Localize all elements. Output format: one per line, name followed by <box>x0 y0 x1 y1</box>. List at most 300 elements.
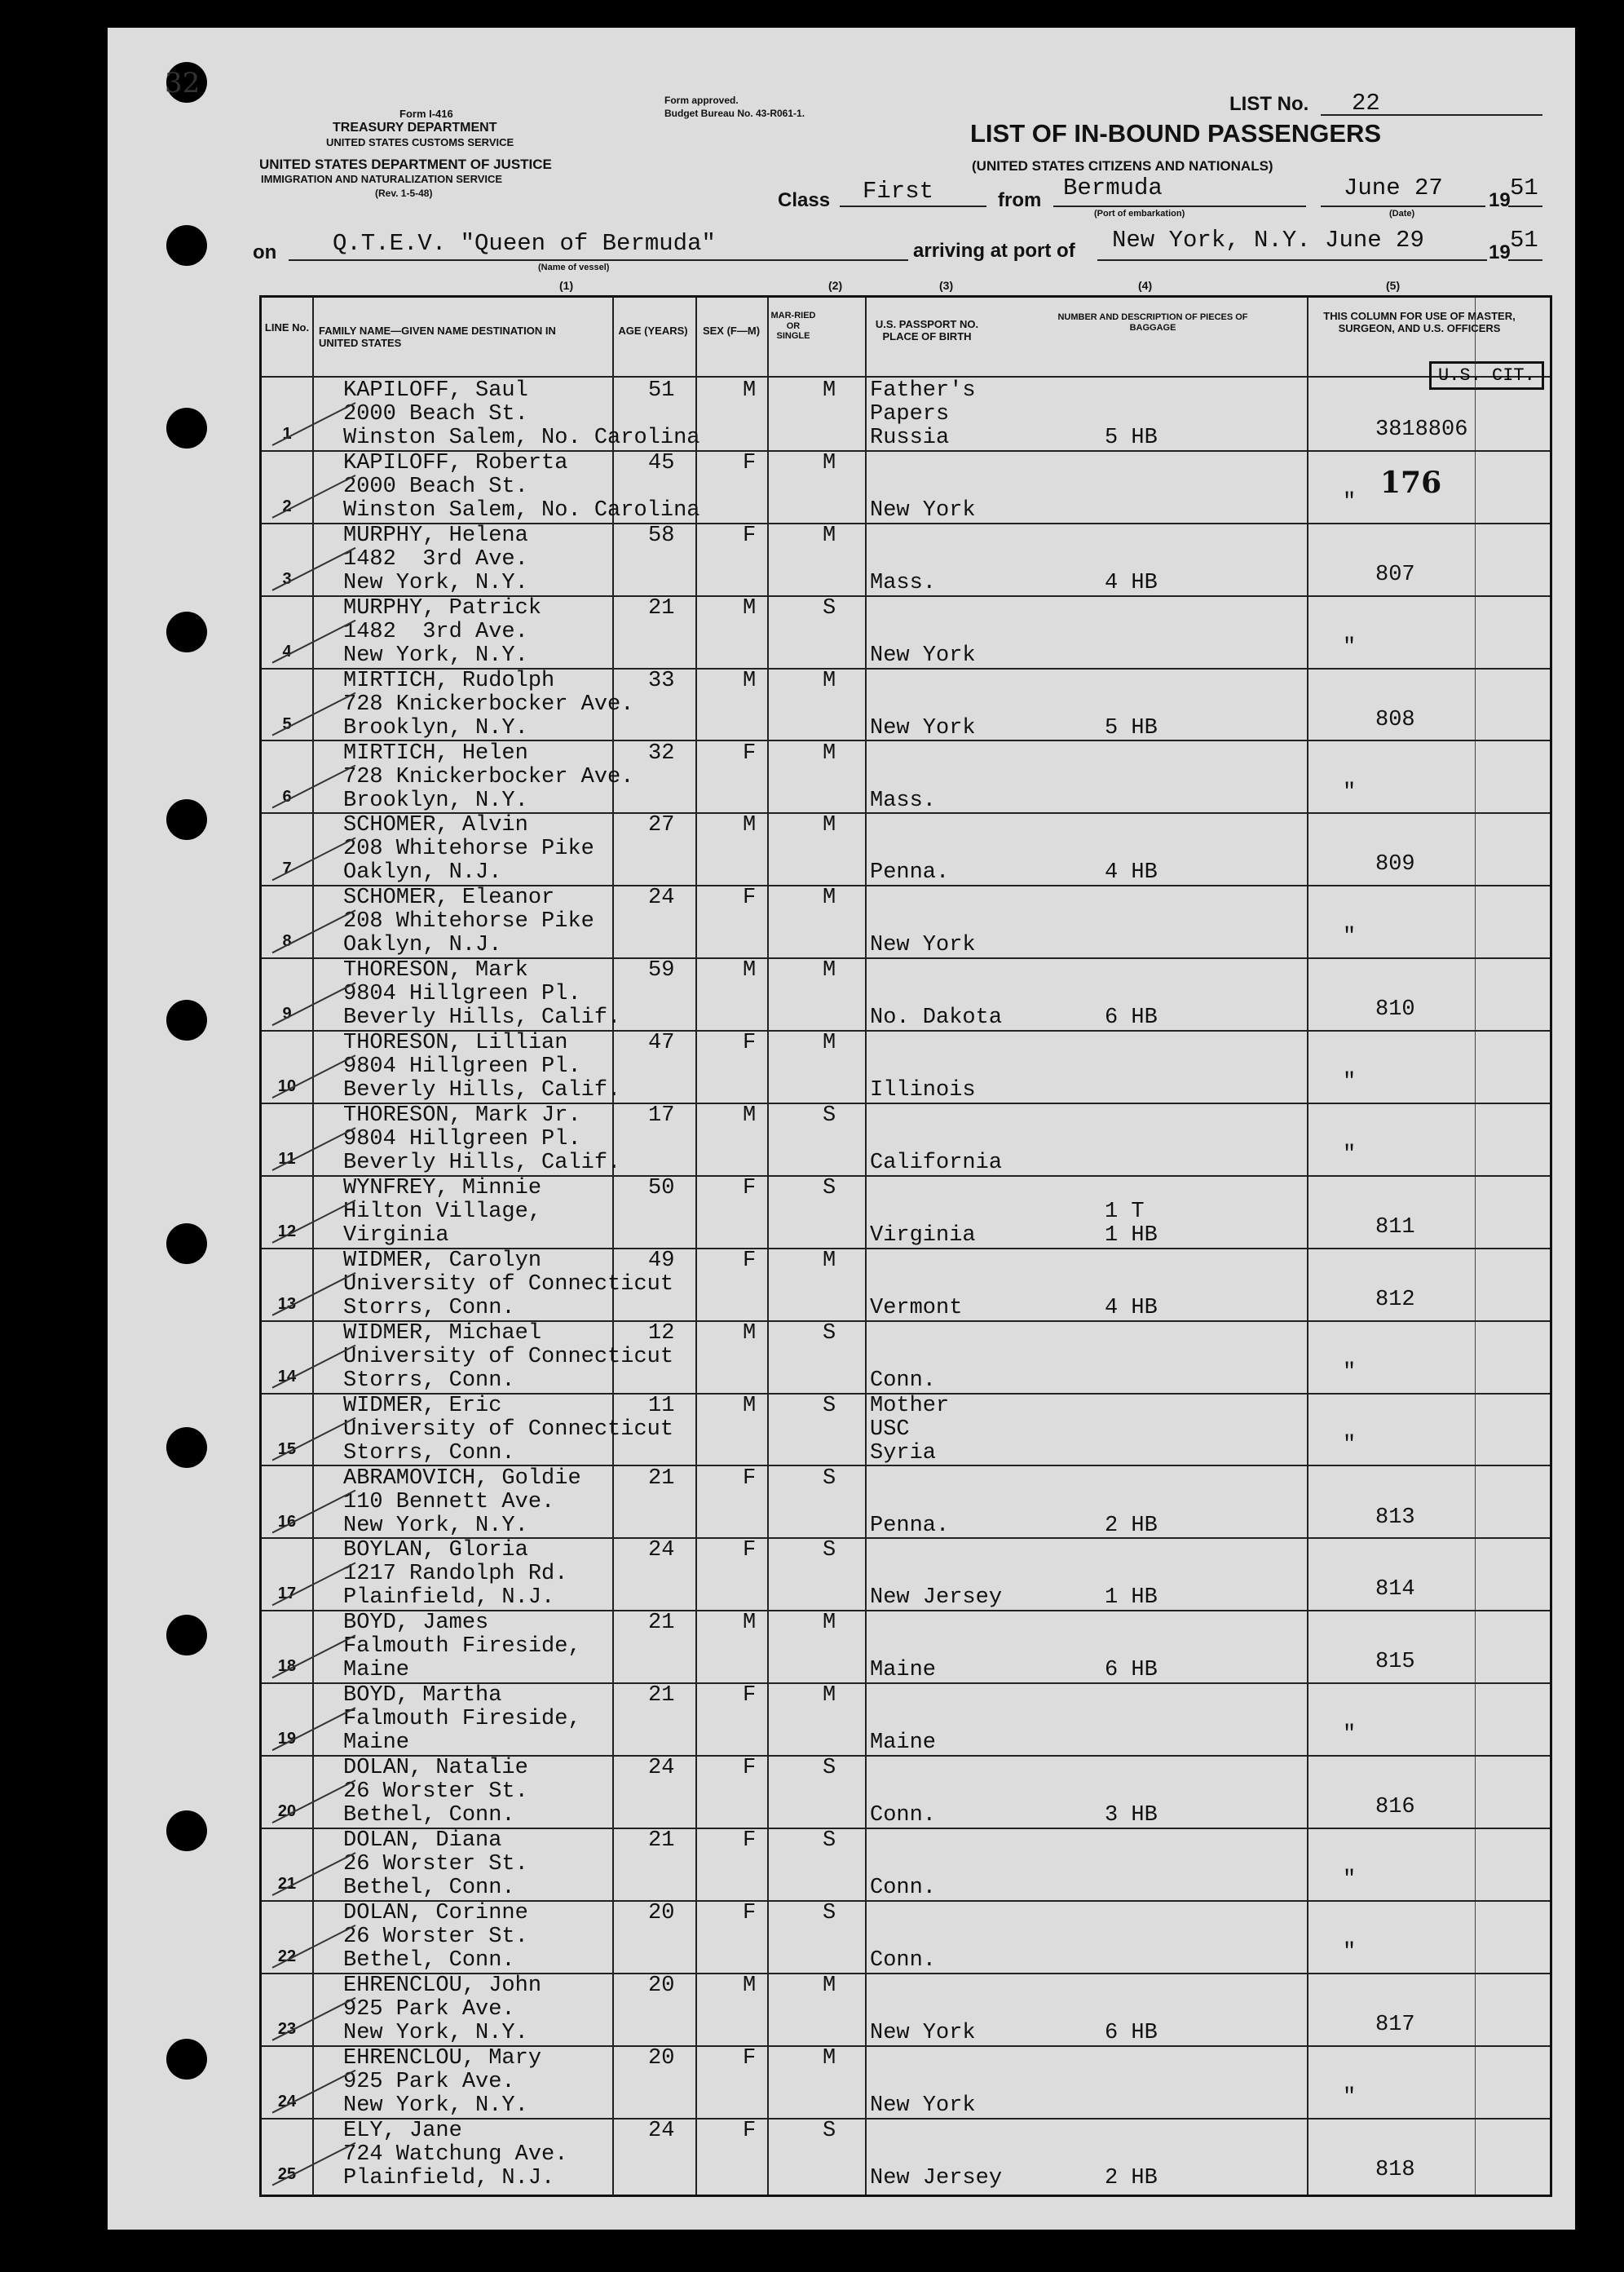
passenger-name: MURPHY, Helena <box>343 523 528 548</box>
passenger-sex: F <box>743 450 757 475</box>
passenger-address-1: University of Connecticut <box>343 1344 674 1369</box>
passenger-address-2: Bethel, Conn. <box>343 1876 515 1900</box>
officer-number: " <box>1343 1359 1357 1385</box>
marital-status: S <box>823 1465 836 1491</box>
passenger-address-1: Falmouth Fireside, <box>343 1634 581 1660</box>
justice-dept: UNITED STATES DEPARTMENT OF JUSTICE <box>259 157 552 172</box>
marital-status: M <box>823 958 836 984</box>
passenger-age: 17 <box>648 1103 675 1128</box>
table-row <box>262 1175 1550 1248</box>
officer-number: " <box>1343 780 1357 805</box>
depart-date: June 27 <box>1344 175 1443 201</box>
arrival-year-line <box>1508 259 1542 261</box>
row-line-number: 9 <box>282 1005 292 1023</box>
table-row <box>262 740 1550 813</box>
passenger-address-1: 1482 3rd Ave. <box>343 619 528 644</box>
passenger-sex: M <box>743 1103 757 1128</box>
place-of-birth: New Jersey <box>870 1585 1003 1611</box>
passenger-address-1: 724 Watchung Ave. <box>343 2142 568 2167</box>
passenger-sex: M <box>743 1611 757 1636</box>
passenger-age: 20 <box>648 1973 675 1998</box>
officer-number: 808 <box>1375 707 1415 732</box>
col-header-baggage: NUMBER AND DESCRIPTION OF PIECES OF BAGGAGE <box>1057 312 1248 333</box>
passenger-address-1: 925 Park Ave. <box>343 2069 515 2094</box>
passenger-sex: M <box>743 668 757 693</box>
passenger-name: DOLAN, Diana <box>343 1828 502 1853</box>
place-of-birth: New Jersey <box>870 2165 1003 2190</box>
place-of-birth: California <box>870 1151 1003 1175</box>
punch-hole <box>166 2039 207 2080</box>
col-header-age: AGE (YEARS) <box>618 325 688 337</box>
table-row <box>262 1103 1550 1175</box>
passenger-address-2: New York, N.Y. <box>343 643 528 668</box>
passenger-address-2: Winston Salem, No. Carolina <box>343 497 700 523</box>
passenger-address-2: New York, N.Y. <box>343 2093 528 2118</box>
punch-hole <box>166 1615 207 1655</box>
passenger-age: 24 <box>648 1756 675 1781</box>
passenger-sex: M <box>743 378 757 403</box>
budget-bureau: Budget Bureau No. 43-R061-1. <box>664 108 805 119</box>
officer-number: 812 <box>1375 1287 1415 1312</box>
punch-hole <box>166 408 207 449</box>
row-line-number: 23 <box>277 2019 297 2038</box>
passport-note-2: Papers <box>870 402 950 427</box>
depart-year-prefix: 19 <box>1489 189 1511 211</box>
marital-status: M <box>823 2045 836 2071</box>
passenger-sex: F <box>743 523 757 548</box>
baggage: 6 HB <box>1105 2020 1158 2045</box>
officer-number: 3818806 <box>1375 418 1468 442</box>
col-number-3: (3) <box>939 279 954 292</box>
passenger-address-1: 110 Bennett Ave. <box>343 1489 555 1514</box>
passenger-name: THORESON, Mark <box>343 958 528 984</box>
table-row <box>262 1610 1550 1682</box>
passenger-address-2: Brooklyn, N.Y. <box>343 788 528 813</box>
passenger-name: EHRENCLOU, Mary <box>343 2045 542 2071</box>
marital-status: M <box>823 813 836 838</box>
passenger-address-1: 1482 3rd Ave. <box>343 546 528 572</box>
officer-number: " <box>1343 925 1357 950</box>
place-of-birth: Vermont <box>870 1295 963 1320</box>
passenger-address-2: Storrs, Conn. <box>343 1368 515 1393</box>
from-label: from <box>998 189 1042 211</box>
port-embark-caption: (Port of embarkation) <box>1094 209 1185 219</box>
marital-status: S <box>823 1756 836 1781</box>
date-caption: (Date) <box>1389 209 1415 219</box>
col-header-officers: THIS COLUMN FOR USE OF MASTER, SURGEON, AND U.S. OFFICERS <box>1323 310 1516 334</box>
officer-number: 811 <box>1375 1214 1415 1240</box>
passenger-age: 11 <box>648 1393 675 1418</box>
passenger-address-1: 208 Whitehorse Pike <box>343 909 594 935</box>
passenger-name: THORESON, Lillian <box>343 1031 568 1056</box>
passenger-address-2: Plainfield, N.J. <box>343 2165 555 2190</box>
passenger-address-2: Oaklyn, N.J. <box>343 860 502 886</box>
place-of-birth: New York <box>870 2093 976 2118</box>
passenger-address-1: 9804 Hillgreen Pl. <box>343 1054 581 1080</box>
baggage: 2 HB <box>1105 2165 1158 2190</box>
passenger-age: 21 <box>648 1611 675 1636</box>
punch-hole <box>166 225 207 266</box>
vessel-line <box>289 259 908 261</box>
passenger-name: DOLAN, Natalie <box>343 1756 528 1781</box>
passenger-sex: M <box>743 1393 757 1418</box>
table-row <box>262 1320 1550 1393</box>
passenger-name: MIRTICH, Rudolph <box>343 668 555 693</box>
table-row <box>262 668 1550 740</box>
passenger-address-2: Plainfield, N.J. <box>343 1585 555 1611</box>
row-line-number: 10 <box>277 1077 297 1096</box>
col-number-4: (4) <box>1138 279 1153 292</box>
passenger-address-2: Storrs, Conn. <box>343 1440 515 1465</box>
officer-number: 817 <box>1375 2012 1415 2037</box>
depart-date-line <box>1321 206 1485 207</box>
passenger-age: 49 <box>648 1248 675 1273</box>
baggage: 4 HB <box>1105 1295 1158 1320</box>
arrival-line <box>1097 259 1487 261</box>
place-of-birth: Russia <box>870 426 950 450</box>
place-of-birth: New York <box>870 497 976 523</box>
baggage: 6 HB <box>1105 1006 1158 1031</box>
table-row <box>262 812 1550 885</box>
passenger-name: DOLAN, Corinne <box>343 1900 528 1925</box>
officer-number: 813 <box>1375 1505 1415 1530</box>
passenger-table <box>259 295 1552 2197</box>
passenger-name: MURPHY, Patrick <box>343 595 542 621</box>
passenger-sex: F <box>743 1828 757 1853</box>
passenger-address-2: New York, N.Y. <box>343 570 528 595</box>
passenger-name: SCHOMER, Eleanor <box>343 886 555 911</box>
marital-status: M <box>823 740 836 766</box>
passenger-name: BOYLAN, Gloria <box>343 1538 528 1563</box>
col-number-5: (5) <box>1386 279 1401 292</box>
form-revision: (Rev. 1-5-48) <box>375 188 433 199</box>
passenger-address-1: 925 Park Ave. <box>343 1996 515 2022</box>
place-of-birth: Conn. <box>870 1876 937 1900</box>
table-row <box>262 957 1550 1030</box>
marital-status: M <box>823 1248 836 1273</box>
col-number-2: (2) <box>828 279 843 292</box>
passenger-name: WIDMER, Carolyn <box>343 1248 542 1273</box>
table-row <box>262 523 1550 595</box>
passenger-age: 20 <box>648 2045 675 2071</box>
passenger-address-1: Hilton Village, <box>343 1199 542 1224</box>
passenger-address-1: University of Connecticut <box>343 1271 674 1297</box>
baggage: 3 HB <box>1105 1803 1158 1828</box>
marital-status: M <box>823 1973 836 1998</box>
passenger-age: 24 <box>648 2118 675 2143</box>
place-of-birth: Penna. <box>870 860 950 886</box>
corner-mark: 32 <box>165 67 201 99</box>
passenger-age: 21 <box>648 595 675 621</box>
passenger-age: 58 <box>648 523 675 548</box>
row-line-number: 22 <box>277 1947 297 1965</box>
class-label: Class <box>778 189 831 211</box>
row-line-number: 14 <box>277 1367 297 1386</box>
passenger-address-2: Oaklyn, N.J. <box>343 933 502 958</box>
passenger-address-1: 9804 Hillgreen Pl. <box>343 982 581 1007</box>
marital-status: M <box>823 1031 836 1056</box>
passenger-age: 27 <box>648 813 675 838</box>
passenger-address-2: Beverly Hills, Calif. <box>343 1006 621 1031</box>
marital-status: M <box>823 378 836 403</box>
passenger-address-1: 208 Whitehorse Pike <box>343 837 594 862</box>
depart-year: 51 <box>1510 175 1538 201</box>
passenger-address-2: Maine <box>343 1658 410 1683</box>
treasury-dept: TREASURY DEPARTMENT <box>333 121 497 135</box>
marital-status: S <box>823 1393 836 1418</box>
row-line-number: 1 <box>282 425 292 443</box>
table-row <box>262 2045 1550 2118</box>
table-row <box>262 2118 1550 2190</box>
us-citizen-stamp: U.S. CIT. <box>1429 361 1544 390</box>
table-row <box>262 1248 1550 1320</box>
table-row <box>262 378 1550 450</box>
baggage-extra: 1 T <box>1105 1199 1145 1224</box>
from-line <box>1053 206 1306 207</box>
passenger-age: 21 <box>648 1828 675 1853</box>
form-title: LIST OF IN-BOUND PASSENGERS <box>970 119 1382 148</box>
passenger-name: EHRENCLOU, John <box>343 1973 542 1998</box>
passenger-name: THORESON, Mark Jr. <box>343 1103 581 1128</box>
passenger-address-1: University of Connecticut <box>343 1417 674 1442</box>
row-line-number: 13 <box>277 1294 297 1313</box>
marital-status: S <box>823 1103 836 1128</box>
marital-status: S <box>823 1900 836 1925</box>
row-line-number: 12 <box>277 1222 297 1240</box>
passenger-address-1: 26 Worster St. <box>343 1852 528 1876</box>
row-line-number: 11 <box>278 1150 296 1168</box>
passenger-name: BOYD, James <box>343 1611 489 1636</box>
passenger-sex: F <box>743 1465 757 1491</box>
place-of-birth: Conn. <box>870 1803 937 1828</box>
row-line-number: 8 <box>282 932 292 951</box>
place-of-birth: No. Dakota <box>870 1006 1003 1031</box>
marital-status: S <box>823 595 836 621</box>
officer-number: " <box>1343 1722 1357 1748</box>
place-of-birth: Maine <box>870 1658 937 1683</box>
marital-status: M <box>823 1611 836 1636</box>
place-of-birth: Maine <box>870 1731 937 1756</box>
passenger-sex: F <box>743 2045 757 2071</box>
place-of-birth: Mass. <box>870 788 937 813</box>
passenger-address-1: 728 Knickerbocker Ave. <box>343 692 634 717</box>
arrival-year-prefix: 19 <box>1489 241 1511 263</box>
passenger-age: 24 <box>648 886 675 911</box>
passenger-name: ELY, Jane <box>343 2118 462 2143</box>
place-of-birth: Virginia <box>870 1222 976 1248</box>
vessel-name: Q.T.E.V. "Queen of Bermuda" <box>333 230 716 257</box>
passport-note-1: Mother <box>870 1393 950 1418</box>
officer-number: " <box>1343 634 1357 660</box>
officer-number: 814 <box>1375 1577 1415 1602</box>
passenger-address-2: Bethel, Conn. <box>343 1803 515 1828</box>
handwritten-number: 176 <box>1380 465 1442 500</box>
col-header-married: MAR-RIED OR SINGLE <box>770 311 816 342</box>
passenger-address-2: Brooklyn, N.Y. <box>343 715 528 740</box>
on-label: on <box>253 241 277 263</box>
passport-note-2: USC <box>870 1417 910 1442</box>
table-row <box>262 1828 1550 1900</box>
officer-number: 807 <box>1375 562 1415 587</box>
baggage: 5 HB <box>1105 426 1158 450</box>
marital-status: S <box>823 1828 836 1853</box>
officer-number: 810 <box>1375 997 1415 1023</box>
passport-note-1: Father's <box>870 378 976 403</box>
punch-hole <box>166 1000 207 1041</box>
passenger-age: 50 <box>648 1175 675 1200</box>
officer-number: " <box>1343 1143 1357 1167</box>
customs-service: UNITED STATES CUSTOMS SERVICE <box>326 136 514 148</box>
row-line-number: 5 <box>282 714 292 733</box>
form-number: Form I-416 <box>399 108 453 120</box>
arriving-label: arriving at port of <box>913 240 1075 262</box>
col-header-line: LINE No. <box>264 321 310 334</box>
officer-number: " <box>1343 1939 1357 1965</box>
baggage: 5 HB <box>1105 715 1158 740</box>
row-line-number: 21 <box>277 1875 297 1893</box>
row-line-number: 4 <box>282 642 292 661</box>
passenger-age: 47 <box>648 1031 675 1056</box>
passenger-name: WYNFREY, Minnie <box>343 1175 542 1200</box>
baggage: 1 HB <box>1105 1585 1158 1611</box>
passenger-address-2: Beverly Hills, Calif. <box>343 1078 621 1103</box>
passenger-sex: F <box>743 1538 757 1563</box>
passenger-age: 51 <box>648 378 675 403</box>
row-line-number: 25 <box>277 2164 297 2183</box>
passenger-address-1: 728 Knickerbocker Ave. <box>343 764 634 789</box>
passenger-age: 20 <box>648 1900 675 1925</box>
row-line-number: 24 <box>277 2092 297 2111</box>
table-row <box>262 1682 1550 1755</box>
table-row <box>262 1755 1550 1828</box>
passenger-address-2: New York, N.Y. <box>343 2020 528 2045</box>
officer-number: " <box>1343 2084 1357 2110</box>
place-of-birth: Mass. <box>870 570 937 595</box>
ins-service: IMMIGRATION AND NATURALIZATION SERVICE <box>261 173 503 185</box>
place-of-birth: Conn. <box>870 1368 937 1393</box>
place-of-birth: Penna. <box>870 1513 950 1538</box>
passenger-sex: F <box>743 1756 757 1781</box>
passenger-sex: F <box>743 1175 757 1200</box>
passenger-name: KAPILOFF, Roberta <box>343 450 568 475</box>
officer-number: 818 <box>1375 2157 1415 2182</box>
col-header-passport: U.S. PASSPORT NO. PLACE OF BIRTH <box>875 318 979 343</box>
passenger-age: 12 <box>648 1320 675 1346</box>
place-of-birth: Illinois <box>870 1078 976 1103</box>
table-row <box>262 1900 1550 1973</box>
row-line-number: 6 <box>282 787 292 806</box>
passenger-name: WIDMER, Michael <box>343 1320 542 1346</box>
passenger-age: 33 <box>648 668 675 693</box>
table-row <box>262 1393 1550 1465</box>
row-line-number: 20 <box>277 1802 297 1821</box>
punch-hole <box>166 1427 207 1468</box>
passenger-sex: F <box>743 740 757 766</box>
baggage: 4 HB <box>1105 860 1158 886</box>
passenger-age: 45 <box>648 450 675 475</box>
row-line-number: 15 <box>277 1439 297 1458</box>
passenger-name: KAPILOFF, Saul <box>343 378 528 403</box>
marital-status: M <box>823 668 836 693</box>
passenger-sex: F <box>743 1248 757 1273</box>
table-row <box>262 1537 1550 1610</box>
passenger-name: ABRAMOVICH, Goldie <box>343 1465 581 1491</box>
marital-status: M <box>823 450 836 475</box>
passenger-address-1: 26 Worster St. <box>343 1924 528 1949</box>
officer-number: " <box>1343 1070 1357 1095</box>
passenger-address-2: Winston Salem, No. Carolina <box>343 426 700 450</box>
marital-status: M <box>823 1683 836 1708</box>
place-of-birth: New York <box>870 643 976 668</box>
marital-status: M <box>823 523 836 548</box>
vessel-caption: (Name of vessel) <box>538 263 610 272</box>
punch-hole <box>166 1810 207 1851</box>
passenger-sex: F <box>743 2118 757 2143</box>
passenger-age: 59 <box>648 958 675 984</box>
punch-hole <box>166 799 207 840</box>
place-of-birth: Conn. <box>870 1947 937 1973</box>
table-row <box>262 450 1550 523</box>
marital-status: S <box>823 1175 836 1200</box>
passenger-sex: M <box>743 1320 757 1346</box>
punch-hole <box>166 1223 207 1264</box>
list-no-label: LIST No. <box>1229 93 1309 115</box>
class-value: First <box>863 178 934 205</box>
from-value: Bermuda <box>1063 175 1163 201</box>
table-row <box>262 1030 1550 1103</box>
form-approved: Form approved. <box>664 95 739 106</box>
baggage: 2 HB <box>1105 1513 1158 1538</box>
col-number-1: (1) <box>559 279 574 292</box>
officer-number: " <box>1343 489 1357 515</box>
arrival-port-date: New York, N.Y. June 29 <box>1112 227 1424 254</box>
baggage: 1 HB <box>1105 1222 1158 1248</box>
passenger-address-2: Maine <box>343 1731 410 1756</box>
col-header-name: FAMILY NAME—GIVEN NAME DESTINATION IN UNITED STATES <box>319 325 556 349</box>
passenger-address-2: Beverly Hills, Calif. <box>343 1151 621 1175</box>
baggage: 4 HB <box>1105 570 1158 595</box>
table-row <box>262 1465 1550 1538</box>
passenger-name: SCHOMER, Alvin <box>343 813 528 838</box>
passenger-address-2: Virginia <box>343 1222 449 1248</box>
passenger-sex: F <box>743 886 757 911</box>
list-no-value: 22 <box>1352 90 1380 117</box>
passenger-address-2: Storrs, Conn. <box>343 1295 515 1320</box>
passenger-age: 32 <box>648 740 675 766</box>
passenger-sex: F <box>743 1683 757 1708</box>
passenger-address-1: Falmouth Fireside, <box>343 1707 581 1732</box>
officer-number: 815 <box>1375 1650 1415 1675</box>
place-of-birth: Syria <box>870 1440 937 1465</box>
marital-status: S <box>823 1538 836 1563</box>
officer-number: 816 <box>1375 1795 1415 1820</box>
row-line-number: 19 <box>277 1730 297 1748</box>
officer-number: 809 <box>1375 852 1415 877</box>
row-line-number: 2 <box>282 497 292 515</box>
marital-status: S <box>823 2118 836 2143</box>
passenger-name: WIDMER, Eric <box>343 1393 502 1418</box>
passenger-age: 24 <box>648 1538 675 1563</box>
passenger-address-2: Bethel, Conn. <box>343 1947 515 1973</box>
passenger-address-1: 2000 Beach St. <box>343 474 528 499</box>
passenger-address-1: 26 Worster St. <box>343 1779 528 1805</box>
passenger-sex: M <box>743 1973 757 1998</box>
officer-number: " <box>1343 1432 1357 1457</box>
row-line-number: 16 <box>277 1512 297 1531</box>
row-line-number: 3 <box>282 569 292 588</box>
passenger-address-2: New York, N.Y. <box>343 1513 528 1538</box>
row-line-number: 17 <box>277 1585 297 1603</box>
